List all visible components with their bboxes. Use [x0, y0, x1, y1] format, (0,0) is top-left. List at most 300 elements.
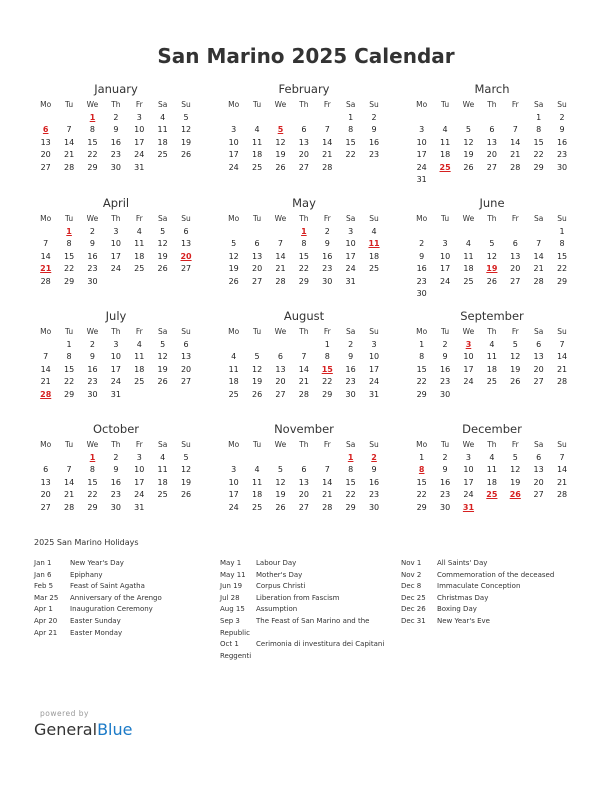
holiday-row: [401, 570, 554, 582]
day-cell: 28: [322, 162, 333, 172]
weekday-header: We: [86, 327, 99, 336]
weekday-header: Su: [369, 327, 379, 336]
day-cell: 20: [298, 150, 309, 160]
day-cell: 17: [439, 264, 451, 274]
weekday-header: We: [462, 100, 475, 109]
day-cell: 17: [345, 251, 356, 261]
day-cell: 3: [231, 465, 237, 475]
day-cell: 30: [439, 389, 451, 399]
day-cell: 12: [510, 352, 521, 362]
month-days-grid: [34, 438, 198, 514]
day-cell: 4: [231, 352, 237, 362]
weekday-header: Mo: [416, 100, 428, 109]
day-cell: 3: [442, 239, 448, 249]
holiday-row: [220, 628, 384, 640]
weekday-header: Su: [369, 440, 379, 449]
day-cell: 8: [89, 465, 96, 475]
weekday-header: Th: [487, 214, 497, 223]
holiday-name: Anniversary of the Arengo: [70, 593, 162, 602]
day-cell: 20: [486, 150, 497, 160]
holiday-day-cell: 8: [418, 465, 425, 475]
empty-cell: [269, 339, 292, 351]
empty-cell: [222, 112, 245, 124]
empty-cell: [245, 112, 268, 124]
day-cell: 24: [134, 490, 145, 500]
month-days-grid: [410, 325, 574, 401]
weekday-header: Mo: [40, 100, 52, 109]
day-cell: 17: [110, 364, 121, 374]
weekday-header: We: [86, 214, 99, 223]
day-cell: 19: [157, 364, 168, 374]
day-cell: 8: [66, 352, 72, 362]
day-cell: 13: [298, 477, 309, 487]
day-cell: 31: [110, 389, 121, 399]
day-cell: 4: [254, 465, 260, 475]
day-cell: 7: [559, 340, 565, 349]
day-cell: 25: [157, 490, 168, 500]
day-cell: 26: [510, 377, 521, 387]
day-cell: 6: [183, 227, 189, 236]
holiday-row: [34, 570, 162, 582]
day-cell: 13: [275, 364, 286, 374]
day-cell: 12: [180, 465, 192, 475]
empty-cell: [480, 226, 503, 238]
month-name: September: [460, 309, 524, 323]
day-cell: 25: [251, 162, 263, 172]
day-cell: 14: [322, 137, 333, 147]
weekday-header: We: [274, 214, 287, 223]
brand-general: General: [34, 720, 98, 739]
day-cell: 6: [183, 340, 189, 349]
day-cell: 8: [66, 239, 72, 249]
empty-cell: [316, 112, 339, 124]
weekday-header: Tu: [64, 214, 74, 223]
day-cell: 12: [463, 137, 474, 147]
day-cell: 11: [134, 352, 145, 362]
day-cell: 12: [157, 352, 168, 362]
day-cell: 23: [110, 150, 121, 160]
day-cell: 5: [183, 453, 189, 462]
day-cell: 20: [180, 364, 192, 374]
empty-cell: [269, 452, 292, 464]
day-cell: 24: [228, 502, 239, 512]
day-cell: 17: [134, 137, 145, 147]
day-cell: 30: [556, 162, 568, 172]
holiday-date: Aug 15: [220, 605, 245, 614]
holiday-date: Nov 2: [401, 570, 422, 579]
day-cell: 13: [40, 477, 51, 487]
holiday-name: Liberation from Fascism: [256, 593, 340, 602]
day-cell: 3: [419, 125, 425, 135]
weekday-header: Sa: [157, 214, 168, 223]
month-days-grid: [410, 98, 574, 186]
day-cell: 4: [160, 113, 166, 122]
day-cell: 18: [157, 137, 168, 147]
day-cell: 1: [559, 227, 565, 236]
day-cell: 9: [113, 125, 119, 135]
weekday-header: Su: [557, 440, 567, 449]
month-days-grid: [222, 212, 386, 288]
day-cell: 24: [345, 264, 356, 274]
month-name: October: [92, 422, 140, 436]
day-cell: 1: [324, 340, 330, 349]
month-july: [34, 307, 198, 401]
weekday-header: Tu: [440, 327, 450, 336]
day-cell: 26: [275, 502, 286, 512]
day-cell: 22: [298, 264, 309, 274]
month-january: [34, 80, 198, 174]
weekday-header: Fr: [511, 214, 519, 223]
day-cell: 7: [512, 125, 518, 135]
month-name: May: [292, 196, 316, 210]
weekday-header: Mo: [40, 214, 52, 223]
weekday-header: Mo: [40, 440, 52, 449]
day-cell: 29: [87, 162, 98, 172]
day-cell: 30: [87, 276, 98, 286]
day-cell: 21: [510, 150, 521, 160]
holiday-date: Dec 31: [401, 616, 426, 625]
day-cell: 2: [419, 239, 425, 249]
day-cell: 30: [110, 502, 121, 512]
day-cell: 7: [536, 239, 542, 249]
weekday-header: Fr: [135, 440, 143, 449]
day-cell: 10: [110, 239, 121, 249]
day-cell: 14: [322, 477, 333, 487]
day-cell: 22: [322, 377, 333, 387]
holiday-date: Mar 25: [34, 593, 59, 602]
day-cell: 16: [87, 251, 98, 261]
weekday-header: Th: [111, 100, 121, 109]
day-cell: 17: [134, 477, 145, 487]
day-cell: 7: [43, 352, 49, 362]
weekday-header: We: [462, 327, 475, 336]
weekday-header: Tu: [64, 100, 74, 109]
month-august: [222, 307, 386, 401]
day-cell: 8: [324, 352, 330, 362]
day-cell: 5: [160, 227, 166, 236]
holiday-date: Jan 1: [34, 559, 52, 567]
day-cell: 19: [510, 477, 521, 487]
day-cell: 21: [63, 490, 75, 500]
day-cell: 14: [40, 364, 51, 374]
weekday-header: Tu: [440, 100, 450, 109]
weekday-header: Th: [299, 214, 309, 223]
weekday-header: Su: [369, 214, 379, 223]
day-cell: 4: [489, 340, 495, 349]
day-cell: 17: [463, 477, 474, 487]
day-cell: 21: [40, 377, 51, 387]
empty-cell: [34, 112, 57, 124]
day-cell: 6: [536, 453, 542, 462]
day-cell: 9: [559, 125, 565, 135]
holiday-row: [401, 593, 554, 605]
day-cell: 9: [89, 352, 96, 362]
day-cell: 2: [559, 113, 565, 122]
day-cell: 20: [251, 264, 263, 274]
holiday-row: [220, 651, 384, 663]
empty-cell: [222, 452, 245, 464]
day-cell: 13: [180, 239, 192, 249]
holiday-date: Dec 25: [401, 593, 426, 602]
day-cell: 29: [63, 389, 75, 399]
brand-logo[interactable]: [34, 720, 132, 739]
day-cell: 23: [87, 264, 98, 274]
day-cell: 7: [324, 465, 330, 475]
weekday-header: Fr: [511, 440, 519, 449]
weekday-header: Sa: [157, 100, 168, 109]
weekday-header: Mo: [228, 214, 240, 223]
day-cell: 22: [63, 377, 75, 387]
day-cell: 30: [345, 389, 356, 399]
holiday-date: Dec 26: [401, 605, 426, 614]
holiday-day-cell: 25: [439, 162, 451, 172]
day-cell: 20: [510, 264, 521, 274]
day-cell: 11: [251, 477, 263, 487]
day-cell: 13: [180, 352, 192, 362]
day-cell: 29: [416, 389, 427, 399]
day-cell: 11: [463, 251, 474, 261]
weekday-header: We: [462, 440, 475, 449]
day-cell: 24: [228, 162, 239, 172]
day-cell: 2: [324, 227, 330, 236]
weekday-header: Th: [111, 327, 121, 336]
day-cell: 28: [510, 162, 521, 172]
day-cell: 10: [463, 352, 474, 362]
day-cell: 27: [298, 162, 309, 172]
holiday-date: Sep 3: [220, 616, 240, 625]
day-cell: 4: [254, 125, 260, 135]
weekday-header: Tu: [252, 440, 262, 449]
day-cell: 5: [512, 453, 518, 462]
holiday-name: Commemoration of the deceased: [437, 570, 555, 579]
empty-cell: [433, 226, 456, 238]
day-cell: 22: [345, 150, 356, 160]
day-cell: 12: [228, 251, 239, 261]
day-cell: 29: [416, 502, 427, 512]
holiday-day-cell: 1: [66, 227, 72, 236]
day-cell: 11: [134, 239, 145, 249]
weekday-header: Th: [299, 440, 309, 449]
day-cell: 27: [298, 502, 309, 512]
day-cell: 27: [533, 490, 544, 500]
powered-by-text: powered by: [40, 709, 89, 718]
weekday-header: Th: [487, 440, 497, 449]
day-cell: 7: [324, 125, 330, 135]
month-name: January: [94, 82, 138, 96]
day-cell: 10: [368, 352, 380, 362]
holiday-name: Easter Sunday: [70, 616, 121, 625]
month-name: November: [274, 422, 334, 436]
month-february: [222, 80, 386, 174]
day-cell: 3: [371, 340, 377, 349]
day-cell: 18: [228, 377, 239, 387]
holiday-row: [401, 616, 554, 628]
day-cell: 14: [556, 352, 568, 362]
day-cell: 23: [439, 377, 451, 387]
day-cell: 24: [134, 150, 145, 160]
day-cell: 28: [298, 389, 309, 399]
day-cell: 27: [40, 502, 51, 512]
day-cell: 28: [40, 276, 51, 286]
weekday-header: Sa: [345, 327, 356, 336]
holiday-day-cell: 25: [486, 490, 498, 500]
day-cell: 27: [510, 276, 521, 286]
day-cell: 19: [228, 264, 239, 274]
day-cell: 16: [110, 137, 121, 147]
day-cell: 27: [40, 162, 51, 172]
day-cell: 22: [87, 490, 98, 500]
weekday-header: Th: [111, 214, 121, 223]
day-cell: 16: [416, 264, 427, 274]
holiday-name: Immaculate Conception: [437, 582, 521, 591]
day-cell: 23: [368, 150, 380, 160]
day-cell: 27: [486, 162, 497, 172]
weekday-header: Su: [181, 214, 191, 223]
day-cell: 11: [157, 125, 168, 135]
day-cell: 23: [110, 490, 121, 500]
day-cell: 19: [275, 150, 286, 160]
empty-cell: [245, 226, 268, 238]
holiday-day-cell: 1: [89, 113, 96, 122]
day-cell: 31: [368, 389, 380, 399]
empty-cell: [245, 339, 268, 351]
weekday-header: Fr: [135, 327, 143, 336]
day-cell: 26: [251, 389, 263, 399]
holiday-name: Epiphany: [70, 570, 103, 579]
day-cell: 3: [231, 125, 237, 135]
weekday-header: Sa: [533, 327, 544, 336]
day-cell: 21: [298, 377, 309, 387]
day-cell: 21: [322, 490, 333, 500]
weekday-header: Fr: [323, 440, 331, 449]
day-cell: 22: [416, 377, 427, 387]
holiday-date: Nov 1: [401, 559, 422, 567]
holiday-date: May 11: [220, 570, 246, 579]
day-cell: 9: [442, 465, 448, 475]
day-cell: 23: [556, 150, 568, 160]
weekday-header: Su: [557, 214, 567, 223]
day-cell: 26: [486, 276, 497, 286]
day-cell: 20: [533, 364, 544, 374]
weekday-header: Mo: [416, 440, 428, 449]
day-cell: 30: [87, 389, 98, 399]
day-cell: 19: [463, 150, 474, 160]
day-cell: 17: [228, 490, 239, 500]
day-cell: 25: [486, 377, 497, 387]
day-cell: 12: [275, 137, 286, 147]
holiday-row: [34, 558, 162, 570]
day-cell: 24: [416, 162, 427, 172]
day-cell: 8: [419, 352, 425, 362]
day-cell: 19: [275, 490, 286, 500]
weekday-header: Fr: [135, 214, 143, 223]
empty-cell: [292, 452, 315, 464]
day-cell: 7: [301, 352, 307, 362]
day-cell: 20: [40, 150, 51, 160]
day-cell: 2: [89, 340, 96, 349]
day-cell: 20: [40, 490, 51, 500]
weekday-header: Fr: [323, 214, 331, 223]
day-cell: 17: [463, 364, 474, 374]
day-cell: 18: [439, 150, 451, 160]
day-cell: 18: [134, 364, 145, 374]
month-may: [222, 194, 386, 288]
day-cell: 27: [533, 377, 544, 387]
day-cell: 29: [298, 276, 309, 286]
day-cell: 26: [180, 150, 192, 160]
day-cell: 16: [439, 477, 451, 487]
day-cell: 24: [110, 264, 121, 274]
day-cell: 25: [134, 377, 145, 387]
day-cell: 29: [533, 162, 544, 172]
holiday-date: May 1: [220, 559, 242, 567]
day-cell: 22: [416, 490, 427, 500]
page-title: San Marino 2025 Calendar: [157, 44, 455, 68]
day-cell: 25: [463, 276, 474, 286]
holiday-row: [34, 581, 162, 593]
weekday-header: Tu: [64, 440, 74, 449]
empty-cell: [457, 226, 480, 238]
holiday-day-cell: 26: [509, 490, 521, 500]
day-cell: 12: [275, 477, 286, 487]
day-cell: 27: [180, 377, 192, 387]
day-cell: 15: [416, 477, 427, 487]
day-cell: 23: [345, 377, 356, 387]
day-cell: 30: [368, 502, 380, 512]
day-cell: 6: [301, 465, 307, 475]
month-name: August: [283, 309, 325, 323]
day-cell: 23: [322, 264, 333, 274]
day-cell: 22: [63, 264, 75, 274]
day-cell: 24: [439, 276, 451, 286]
empty-cell: [316, 452, 339, 464]
day-cell: 16: [556, 137, 568, 147]
day-cell: 15: [556, 251, 568, 261]
day-cell: 14: [275, 251, 286, 261]
holiday-date: Apr 1: [34, 605, 53, 614]
day-cell: 22: [87, 150, 98, 160]
month-april: [34, 194, 198, 288]
weekday-header: Fr: [323, 327, 331, 336]
holiday-name: New Year's Day: [70, 559, 124, 567]
day-cell: 18: [251, 490, 263, 500]
month-name: July: [105, 309, 127, 323]
day-cell: 16: [87, 364, 98, 374]
weekday-header: Mo: [416, 327, 428, 336]
holiday-name: Christmas Day: [437, 593, 489, 602]
day-cell: 2: [371, 113, 377, 122]
weekday-header: Sa: [345, 440, 356, 449]
holiday-name: Corpus Christi: [256, 582, 306, 591]
month-days-grid: [34, 325, 198, 401]
day-cell: 16: [439, 364, 451, 374]
day-cell: 17: [416, 150, 427, 160]
weekday-header: Fr: [511, 100, 519, 109]
day-cell: 11: [228, 364, 239, 374]
day-cell: 4: [489, 453, 495, 462]
empty-cell: [57, 452, 80, 464]
day-cell: 2: [442, 453, 448, 462]
holiday-row: [220, 639, 384, 651]
holiday-date: Reggenti: [220, 651, 252, 660]
day-cell: 8: [348, 465, 354, 475]
day-cell: 5: [277, 465, 284, 475]
holiday-row: [401, 581, 554, 593]
day-cell: 25: [134, 264, 145, 274]
day-cell: 6: [254, 239, 260, 249]
day-cell: 16: [368, 477, 380, 487]
day-cell: 21: [533, 264, 544, 274]
